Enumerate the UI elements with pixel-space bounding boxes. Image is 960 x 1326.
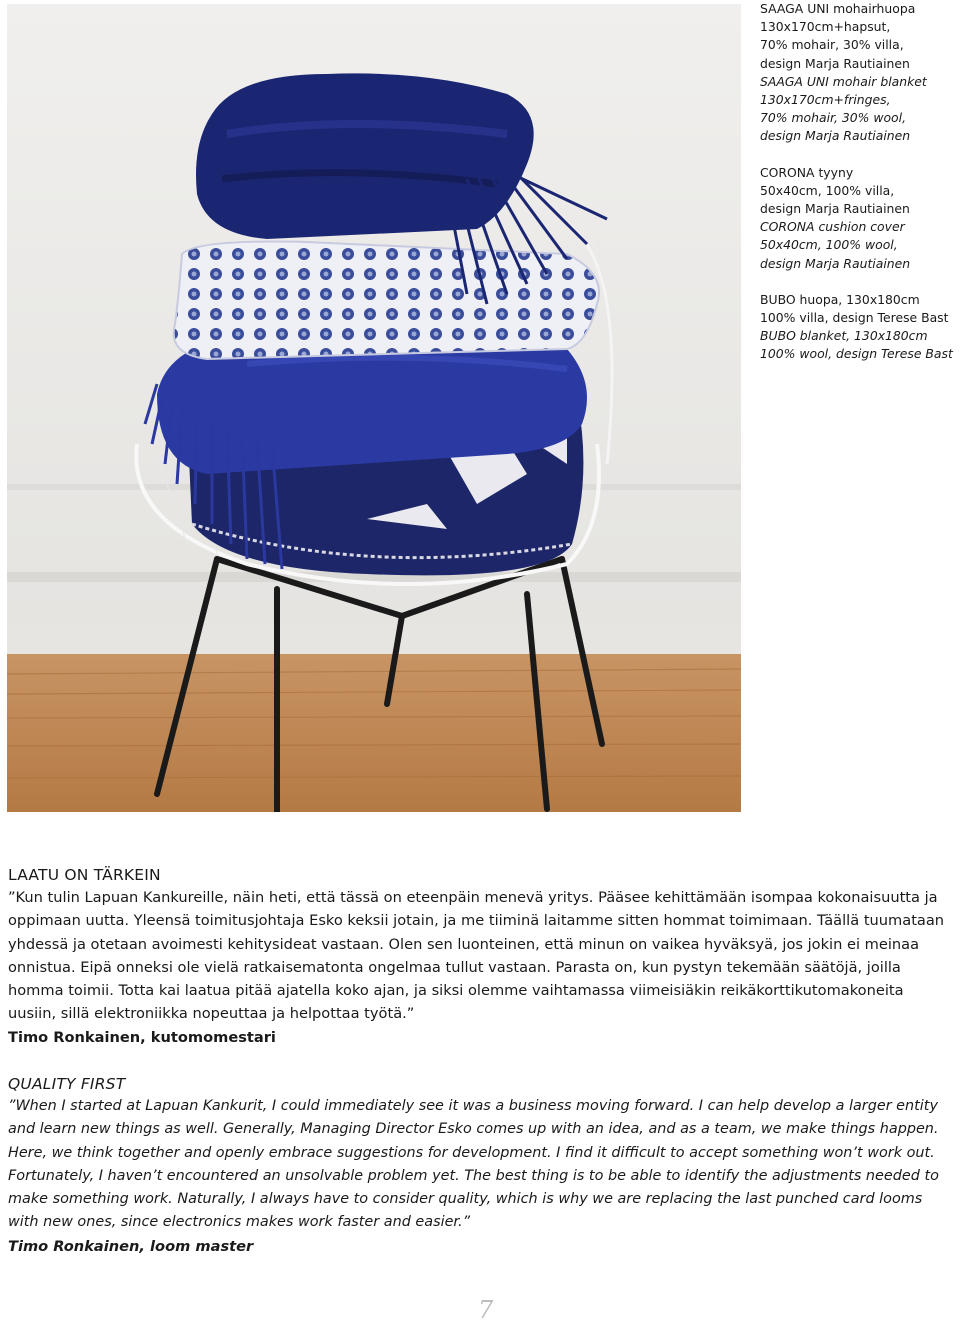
caption-line-english: 100% wool, design Terese Bast xyxy=(760,346,953,362)
caption-line: BUBO huopa, 130x180cm xyxy=(760,291,920,307)
caption-corona xyxy=(760,164,956,273)
caption-line-english: CORONA cushion cover xyxy=(760,219,905,235)
product-captions xyxy=(760,0,956,382)
english-heading: QUALITY FIRST xyxy=(8,1075,126,1093)
english-quote: ”When I started at Lapuan Kankurit, I could immediately see it was a business moving forward. I can help develop a larger entity and learn new things as well. Generally, Managing Director Esko comes up with an idea, and as a team, we make things happen. Here, we think together and openly embrace suggestions for development. I find it difficult to accept something won’t work out. Fortunately, I haven’t encountered an unsolvable problem yet. The best thing is to be able to identify the adjustments needed to make something work. Naturally, I always have to consider quality, which is why we are replacing the last punched card looms with new ones, since electronics makes work faster and easier.” xyxy=(8,1098,939,1231)
caption-line: design Marja Rautiainen xyxy=(760,55,910,71)
caption-line-english: 70% mohair, 30% wool, xyxy=(760,110,907,126)
caption-line-english: design Marja Rautiainen xyxy=(760,128,911,144)
corona-cushion xyxy=(174,242,599,360)
caption-line-english: SAAGA UNI mohair blanket xyxy=(760,73,927,89)
wooden-floor xyxy=(7,654,741,812)
finnish-article xyxy=(8,864,952,1049)
caption-line-english: design Marja Rautiainen xyxy=(760,255,911,271)
caption-line-english: BUBO blanket, 130x180cm xyxy=(760,328,928,344)
english-article xyxy=(8,1073,956,1258)
caption-line: 100% villa, design Terese Bast xyxy=(760,310,949,326)
saaga-uni-blanket xyxy=(196,73,534,239)
caption-line: 70% mohair, 30% villa, xyxy=(760,37,904,53)
product-photo xyxy=(7,4,741,812)
caption-saaga-uni xyxy=(760,0,956,146)
caption-line: design Marja Rautiainen xyxy=(760,201,910,217)
caption-line: CORONA tyyny xyxy=(760,164,854,180)
caption-line: 50x40cm, 100% villa, xyxy=(760,182,895,198)
finnish-heading: LAATU ON TÄRKEIN xyxy=(8,866,161,884)
page-number: 7 xyxy=(478,1296,494,1324)
english-signature: Timo Ronkainen, loom master xyxy=(8,1237,254,1255)
caption-bubo xyxy=(760,291,956,364)
caption-line-english: 130x170cm+fringes, xyxy=(760,92,891,108)
photo-illustration xyxy=(7,4,741,812)
caption-line-english: 50x40cm, 100% wool, xyxy=(760,237,898,253)
finnish-quote: ”Kun tulin Lapuan Kankureille, näin heti, että tässä on eteenpäin menevä yritys. Pääsee kehittämään isompaa kokonaisuutta ja oppimaan uutta. Yleensä toimitusjohtaja Esko keksii jotain, ja me tiiminä laitamme sitten hommat toimimaan. Täällä tuumataan yhdessä ja otetaan avoimesti kehitysideat vastaan. Olen sen luonteinen, että minun on vaikea hyväksyä, jos jokin ei meinaa onnistua. Eipä onneksi ole vielä ratkaisematonta ongelmaa tullut vastaan. Parasta on, kun pystyn tekemään säätöjä, joilla homma toimii. Totta kai laatua pitää ajatella koko ajan, ja siksi olemme vaihtamassa viimeisiäkin reikäkorttikutomakoneita uusiin, sillä elektroniikka nopeuttaa ja helpottaa työtä.” xyxy=(8,889,945,1023)
finnish-signature: Timo Ronkainen, kutomomestari xyxy=(8,1028,276,1046)
caption-line: 130x170cm+hapsut, xyxy=(760,19,891,35)
caption-line: SAAGA UNI mohairhuopa xyxy=(760,1,916,16)
